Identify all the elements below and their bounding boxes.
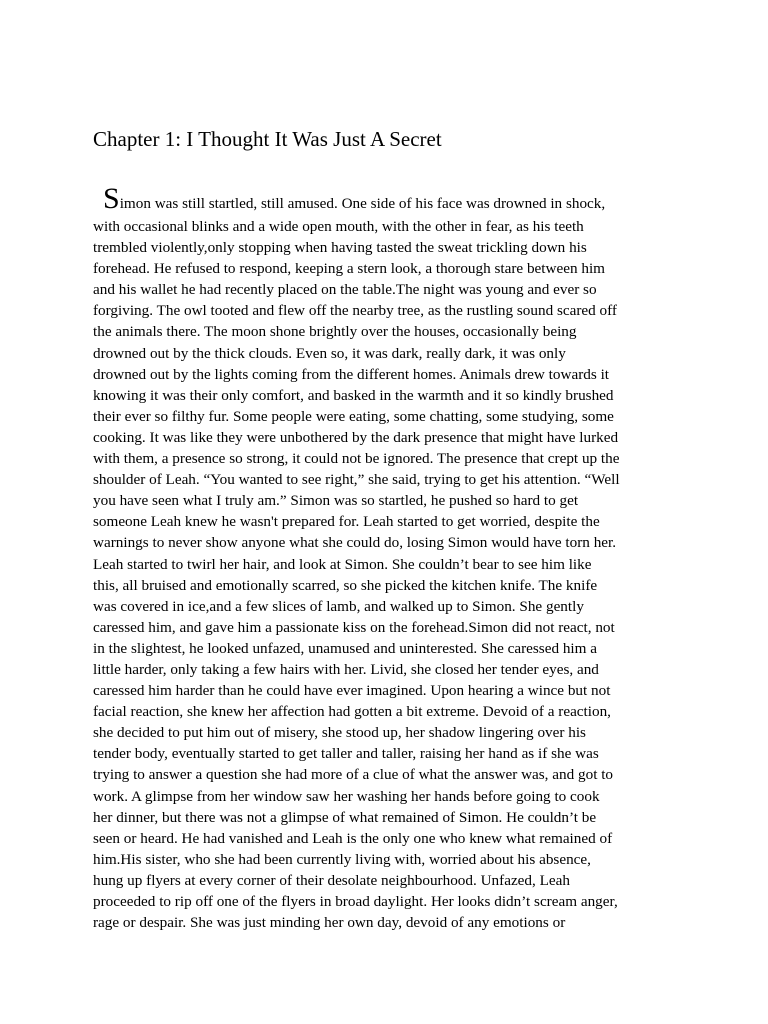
text-line: her dinner, but there was not a glimpse of what remained of Simon. He couldn’t be: [93, 808, 597, 826]
text-line: with occasional blinks and a wide open mouth, with the other in fear, as his teeth: [93, 218, 584, 235]
text-line: facial reaction, she knew her affection had gotten a bit extreme. Devoid of a reaction,: [93, 703, 611, 721]
text-line: and his wallet he had recently placed on the table.The night was young and ever so: [93, 281, 597, 299]
text-line: forgiving. The owl tooted and flew off the nearby tree, as the rustling sound scared off: [93, 302, 617, 320]
text-line: drowned out by the thick clouds. Even so, it was dark, really dark, it was only: [93, 344, 566, 362]
text-line: trying to answer a question she had more of a clue of what the answer was, and got to: [93, 766, 614, 784]
text-line: cooking. It was like they were unbothered by the dark presence that might have lurked: [93, 428, 619, 446]
chapter-title: Chapter 1: I Thought It Was Just A Secret: [93, 127, 442, 151]
story-body: [93, 182, 675, 933]
text-line: with them, a presence so strong, it could not be ignored. The presence that crept up the: [93, 450, 620, 468]
text-line: seen or heard. He had vanished and Leah is the only one who knew what remained of: [93, 829, 613, 847]
text-line: you have seen what I truly am.” Simon was so startled, he pushed so hard to get: [93, 492, 579, 510]
text-line: caressed him harder than he could have ever imagined. Upon hearing a wince but not: [93, 682, 611, 700]
text-line: tender body, eventually started to get taller and taller, raising her hand as if she was: [93, 745, 599, 763]
text-line: she decided to put him out of misery, she stood up, her shadow lingering over his: [93, 724, 586, 742]
text-line: hung up flyers at every corner of their desolate neighbourhood. Unfazed, Leah: [93, 871, 570, 889]
text-line: knowing it was their only comfort, and basked in the warmth and it so kindly brushed: [93, 386, 614, 404]
text-line: rage or despair. She was just minding her own day, devoid of any emotions or: [93, 914, 566, 932]
text-line: work. A glimpse from her window saw her washing her hands before going to cook: [93, 787, 600, 805]
text-line: in the slightest, he looked unfazed, unamused and uninterested. She caressed him a: [93, 639, 597, 657]
text-line: imon was still startled, still amused. One side of his face was drowned in shock,: [119, 195, 606, 212]
text-line: him.His sister, who she had been currently living with, worried about his absence,: [93, 850, 591, 868]
text-line: Leah started to twirl her hair, and look at Simon. She couldn’t bear to see him like: [93, 555, 592, 573]
text-line: caressed him, and gave him a passionate kiss on the forehead.Simon did not react, not: [93, 618, 615, 636]
drop-cap: S: [103, 182, 120, 215]
text-line: proceeded to rip off one of the flyers in broad daylight. Her looks didn’t scream anger,: [93, 893, 618, 910]
text-line: the animals there. The moon shone brightly over the houses, occasionally being: [93, 323, 577, 341]
text-line: trembled violently,only stopping when having tasted the sweat trickling down his: [93, 239, 587, 257]
text-line: someone Leah knew he wasn't prepared for. Leah started to get worried, despite the: [93, 513, 600, 531]
text-line: was covered in ice,and a few slices of lamb, and walked up to Simon. She gently: [93, 597, 584, 615]
text-line: warnings to never show anyone what she could do, losing Simon would have torn her.: [93, 534, 617, 552]
text-line-first: [93, 182, 675, 216]
text-line: their ever so filthy fur. Some people were eating, some chatting, some studying, some: [93, 407, 614, 425]
text-line: little harder, only taking a few hairs with her. Livid, she closed her tender eyes, and: [93, 660, 599, 678]
text-line: drowned out by the lights coming from the different homes. Animals drew towards it: [93, 365, 610, 383]
text-line: this, all bruised and emotionally scarred, so she picked the kitchen knife. The knife: [93, 576, 598, 594]
text-line: forehead. He refused to respond, keeping a stern look, a thorough stare between him: [93, 260, 605, 278]
text-line: shoulder of Leah. “You wanted to see right,” she said, trying to get his attention. “Well: [93, 471, 620, 489]
